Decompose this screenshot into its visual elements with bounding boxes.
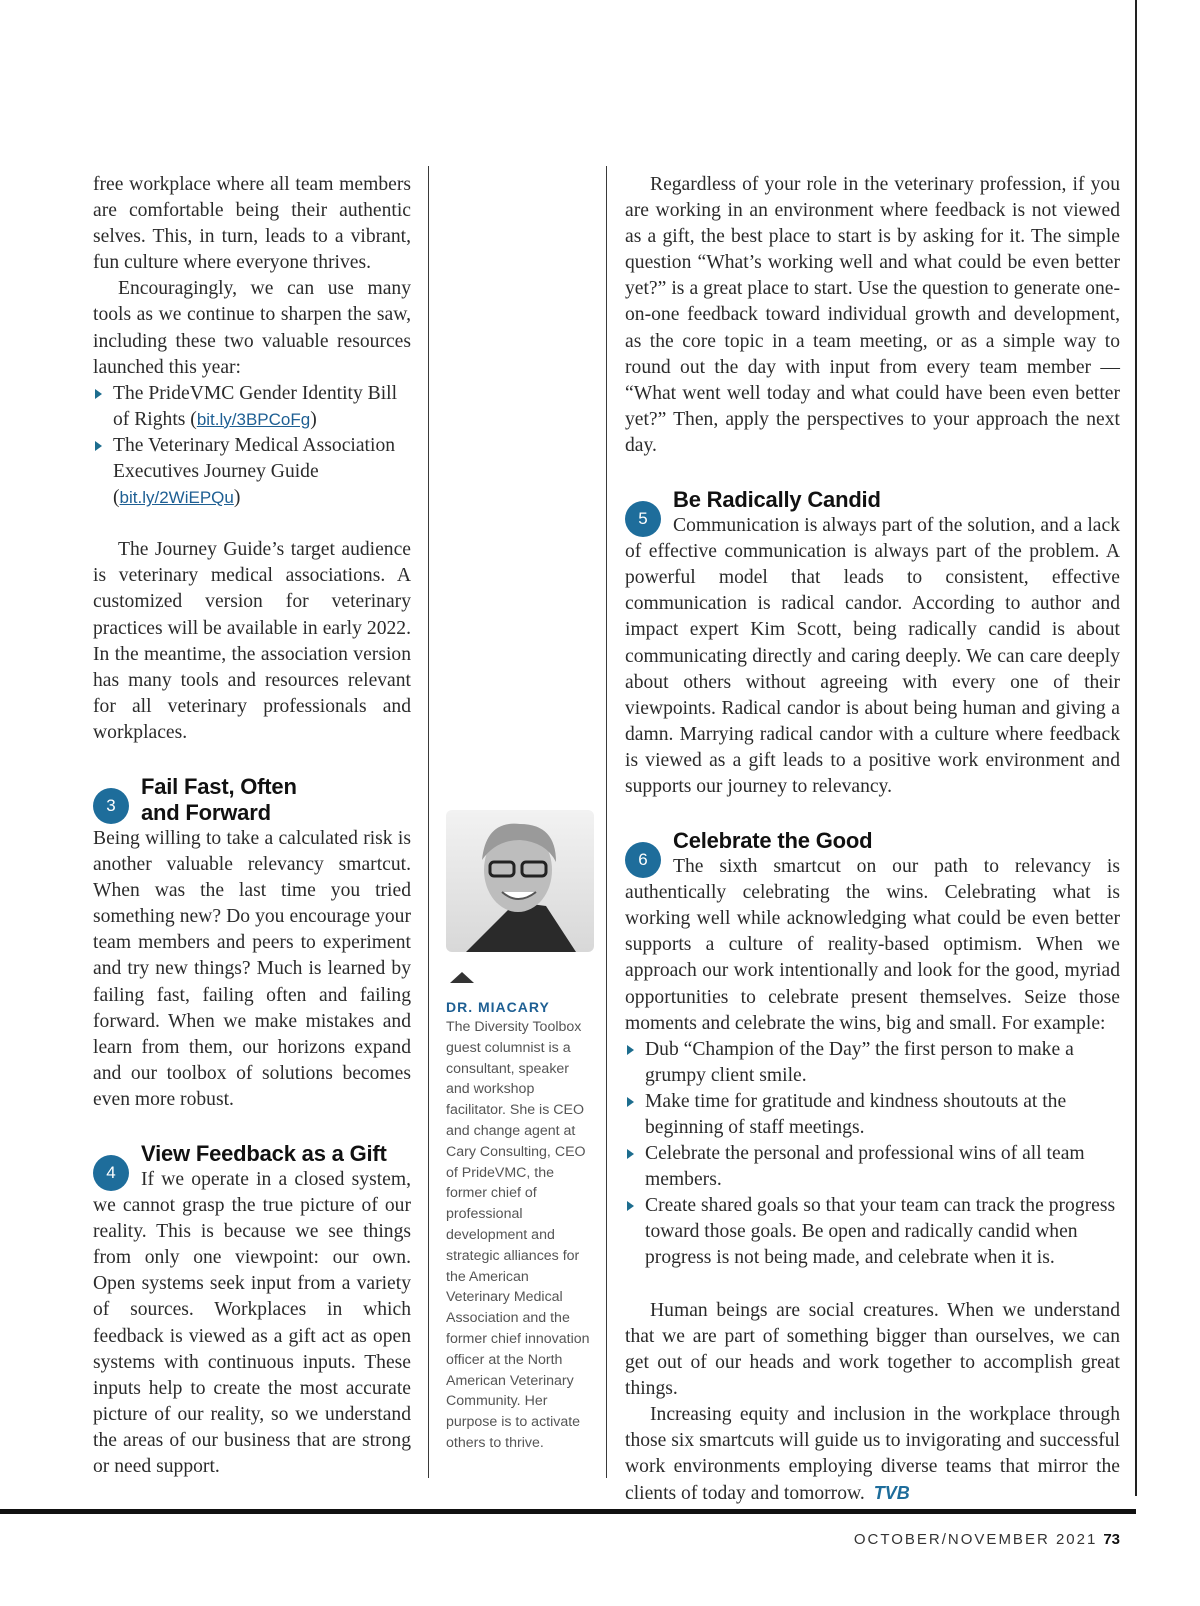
footer-rule — [0, 1509, 1136, 1514]
page-footer — [854, 1531, 1120, 1548]
section-heading — [625, 487, 1120, 529]
left-column — [93, 172, 411, 1480]
paragraph: Being willing to take a calculated risk is another valuable relevancy smartcut. When was the last time you tried something new? Do you encourage your team members and peers to experiment and try new things? Much is learned by failing fast, failing often and failing forward. When we make mistakes and learn from them, our horizons expand and our toolbox of solutions becomes even more robust. — [93, 827, 411, 1110]
section-number-badge: 6 — [625, 842, 661, 878]
section-title: View Feedback as a Gift — [141, 1141, 387, 1166]
author-name: DR. MIACARY — [446, 999, 550, 1015]
section-heading — [625, 828, 1120, 870]
paragraph: If we operate in a closed system, we cannot grasp the true picture of our reality. This is because we see things from only one viewpoint: our own. Open systems seek input from a variety of sources. Workplaces in which feedback is viewed as a gift act as open systems with continuous inputs. These inputs help to create the most accurate picture of our reality, so we understand the areas of our business that are strong or need support. — [93, 1169, 411, 1478]
paragraph: free workplace where all team members are comfortable being their authentic selves. This, in turn, leads to a vibrant, fun culture where everyone thrives. — [93, 174, 411, 274]
resource-link[interactable]: bit.ly/2WiEPQu — [119, 488, 234, 508]
resource-link[interactable]: bit.ly/3BPCoFg — [196, 409, 311, 429]
page-number: 73 — [1103, 1531, 1120, 1548]
section-title: Celebrate the Good — [673, 828, 873, 854]
paragraph: Regardless of your role in the veterinary profession, if you are working in an environment where feedback is not viewed as a gift, the best place to start is by asking for it. The simple question “What’s working well and what could be even better yet?” is a great place to start. Use the question to generate one-on-one feedback toward individual growth and development, as the core topic in a team meeting, or as a simple way to round out the day with input from every team member — “What went well today and what could have been even better yet?” Then, apply the perspectives to your approach the next day. — [625, 174, 1120, 456]
section-number-badge: 3 — [93, 788, 129, 824]
list-item: Make time for gratitude and kindness shoutouts at the beginning of staff meetings. — [625, 1089, 1120, 1141]
list-item: Celebrate the personal and professional wins of all team members. — [625, 1141, 1120, 1193]
column-divider-right — [606, 166, 607, 1478]
example-list — [625, 1037, 1120, 1272]
right-column — [625, 172, 1120, 1507]
list-item: The Veterinary Medical Association Executives Journey Guide (bit.ly/2WiEPQu) — [93, 433, 411, 511]
publication-logo: TVB — [873, 1483, 910, 1504]
section-heading — [93, 1141, 411, 1182]
paragraph: The Journey Guide’s target audience is veterinary medical associations. A customized version for veterinary practices will be available in early 2022. In the meantime, the association version has many tools and resources relevant for all veterinary professionals and workplaces. — [93, 539, 411, 743]
arrow-up-icon — [450, 972, 474, 983]
issue-date: OCTOBER/NOVEMBER 2021 — [853, 1531, 1098, 1548]
paragraph: Encouragingly, we can use many tools as we continue to sharpen the saw, including these two valuable resources launched this year: — [93, 278, 411, 378]
bio-column — [446, 172, 594, 1454]
section-title-line: and Forward — [141, 799, 271, 825]
section-number-badge: 4 — [93, 1155, 129, 1191]
section-title-line: Fail Fast, Often — [141, 773, 297, 799]
list-item: Dub “Champion of the Day” the first person to make a grumpy client smile. — [625, 1037, 1120, 1089]
section-title: Be Radically Candid — [673, 487, 881, 513]
paragraph: The sixth smartcut on our path to relevancy is authentically celebrating the wins. Celebrating what is working well while acknowledging what could be even better supports a culture of reality-based optimism. When we approach our work intentionally and look for the good, myriad opportunities to celebrate present themselves. Seize those moments and celebrate the wins, big and small. For example: — [625, 856, 1120, 1034]
section-number-badge: 5 — [625, 501, 661, 537]
resource-list — [93, 381, 411, 511]
paragraph: Increasing equity and inclusion in the workplace through those six smartcuts will guide us to invigorating and successful work environments employing diverse teams that mirror the clients of today and tomorrow. TVB — [625, 1403, 1120, 1505]
column-divider-left — [428, 166, 429, 1478]
author-photo — [446, 810, 594, 952]
list-item: Create shared goals so that your team can track the progress toward those goals. Be open and radically candid when progress is not being made, and celebrate when it is. — [625, 1193, 1120, 1271]
paragraph: Human beings are social creatures. When we understand that we are part of something bigger than ourselves, we can get out of our heads and work together to accomplish great things. — [625, 1299, 1120, 1399]
list-item: The PrideVMC Gender Identity Bill of Rights (bit.ly/3BPCoFg) — [93, 381, 411, 433]
paragraph: Communication is always part of the solution, and a lack of effective communication is always part of the problem. A powerful model that leads to consistent, effective communication is radical candor. According to author and impact expert Kim Scott, being radically candid is about communicating directly and caring deeply. We can care deeply about others without agreeing with every one of their viewpoints. Radical candor is about being human and giving a damn. Marrying radical candor with a culture where feedback is viewed as a gift leads to a positive work environment and supports our journey to relevancy. — [625, 515, 1120, 797]
author-bio: The Diversity Toolbox guest columnist is a consultant, speaker and workshop facilitator. She is CEO and change agent at Cary Consulting, CEO of PrideVMC, the former chief of professional development and strategic alliances for the American Veterinary Medical Association and the former chief innovation officer at the North American Veterinary Community. Her purpose is to activate others to thrive. — [446, 1019, 590, 1451]
section-heading — [93, 774, 411, 826]
page-edge-rule — [1135, 0, 1137, 1496]
